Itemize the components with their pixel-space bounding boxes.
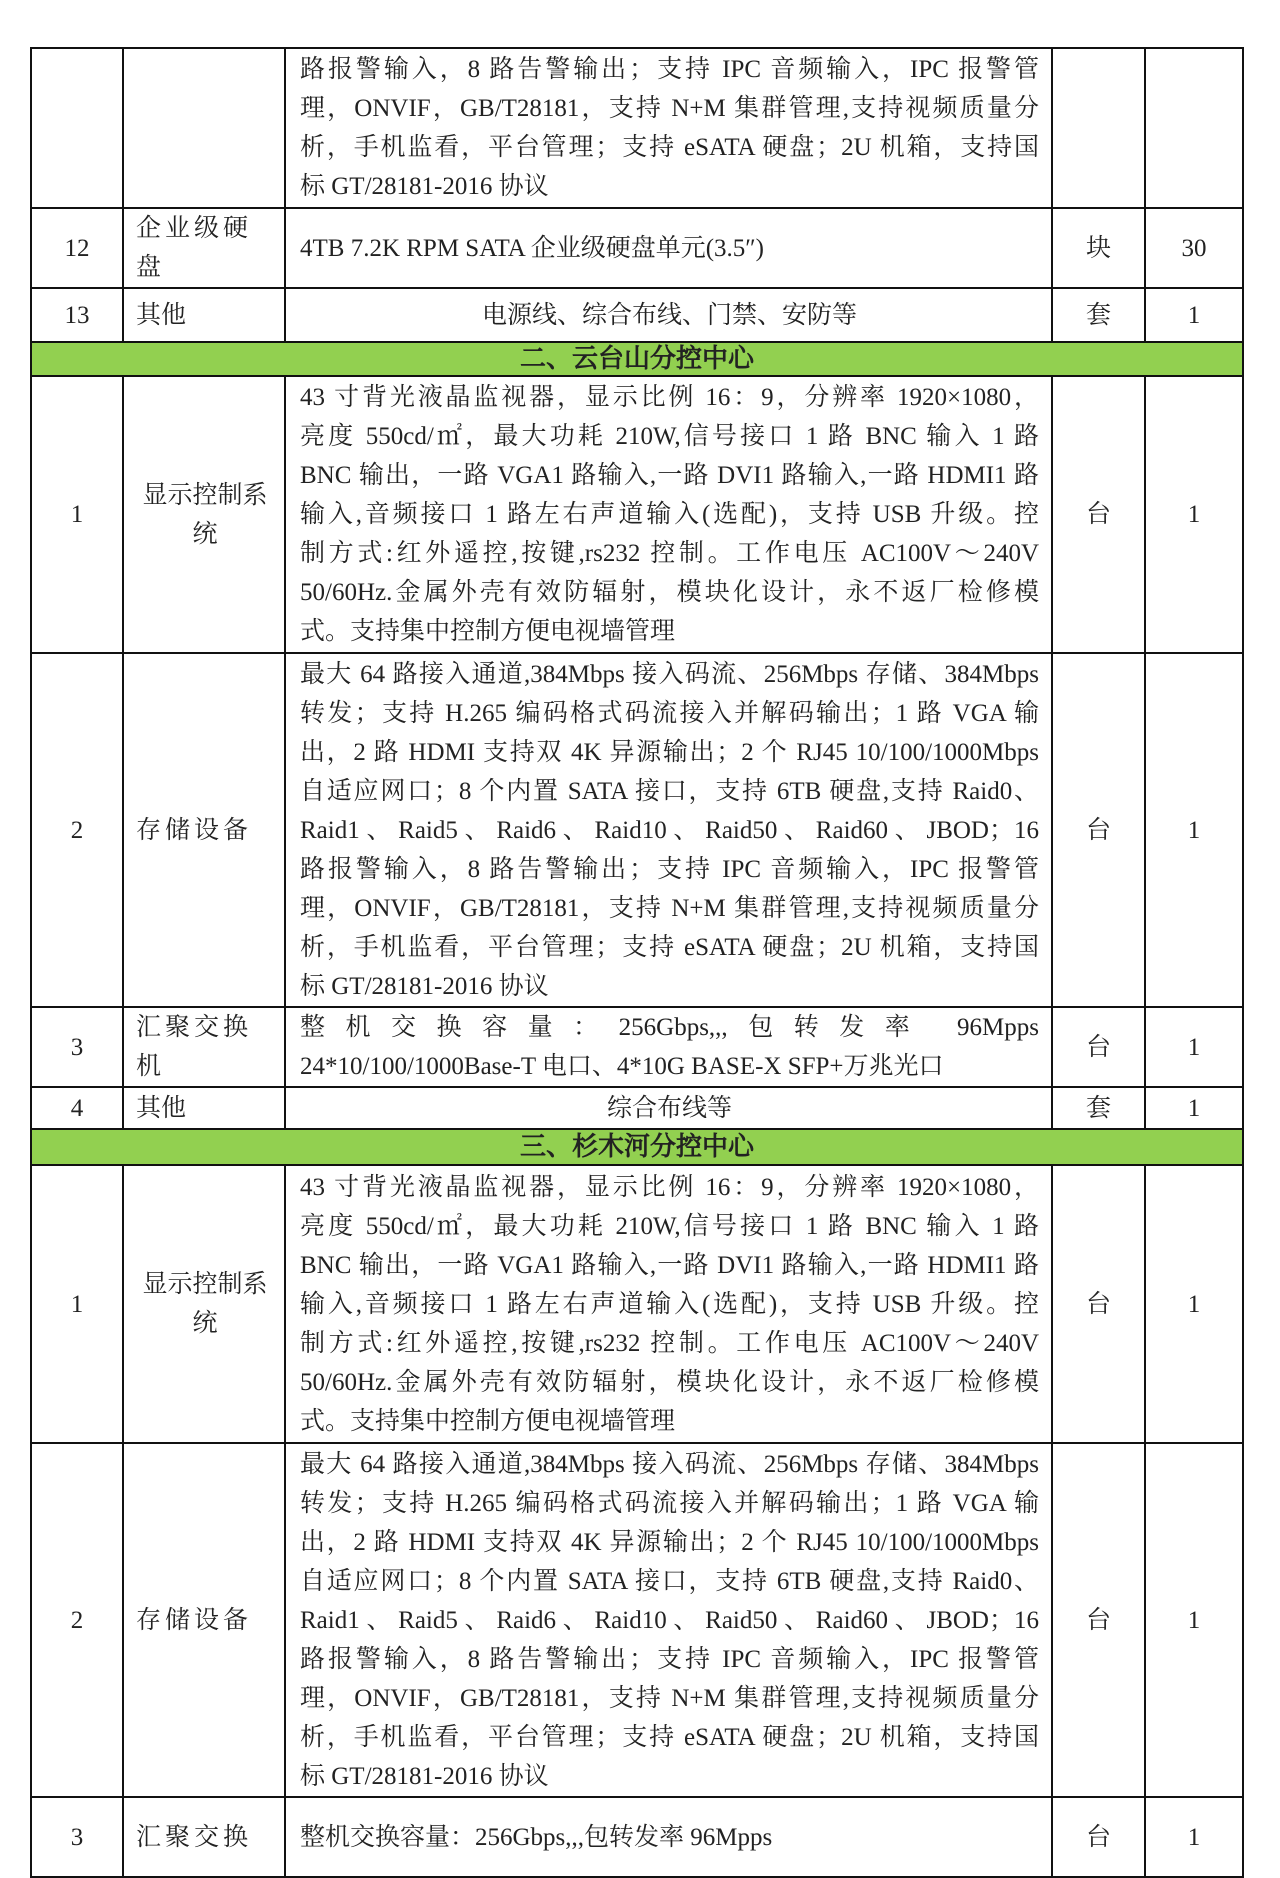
item-quantity: 1	[1145, 1797, 1243, 1877]
specification-line: 电源线、综合布线、门禁、安防等	[481, 301, 857, 329]
item-quantity: 1	[1145, 653, 1243, 1007]
table-row	[31, 1443, 1243, 1797]
item-specification	[285, 1087, 1052, 1129]
specification-line: 50/60Hz.金属外壳有效防辐射，模块化设计，永不返厂检修模	[300, 579, 1039, 606]
item-quantity: 1	[1145, 288, 1243, 342]
specification-line: 最大 64 路接入通道,384Mbps 接入码流、256Mbps 存储、384Mbps	[300, 660, 1039, 688]
specification-line: 50/60Hz.金属外壳有效防辐射，模块化设计，永不返厂检修模	[300, 1368, 1039, 1396]
specification-line: 析，手机监看，平台管理；支持 eSATA 硬盘；2U 机箱，支持国	[300, 1723, 1039, 1751]
item-number: 1	[31, 376, 123, 653]
specification-line: 转发；支持 H.265 编码格式码流接入并解码输出；1 路 VGA 输	[300, 1489, 1039, 1517]
specification-line: 自适应网口；8 个内置 SATA 接口，支持 6TB 硬盘,支持 Raid0、	[300, 777, 1039, 805]
item-number: 4	[31, 1087, 123, 1129]
item-name: 显示控制系统	[123, 376, 285, 653]
item-quantity: 1	[1145, 1165, 1243, 1443]
table-row	[31, 1165, 1243, 1443]
item-number	[31, 48, 123, 208]
specification-line: 亮度 550cd/㎡，最大功耗 210W,信号接口 1 路 BNC 输入 1 路	[300, 1212, 1039, 1240]
table-row	[31, 653, 1243, 1007]
item-number: 12	[31, 208, 123, 288]
specification-line: 输入,音频接口 1 路左右声道输入(选配)，支持 USB 升级。控	[300, 1290, 1039, 1318]
item-specification	[285, 1165, 1052, 1443]
specification-line: 式。支持集中控制方便电视墙管理	[300, 1407, 676, 1435]
specification-line: BNC 输出，一路 VGA1 路输入,一路 DVI1 路输入,一路 HDMI1 路	[300, 1251, 1039, 1279]
table-row	[31, 1007, 1243, 1087]
item-specification	[285, 1007, 1052, 1087]
item-number: 2	[31, 653, 123, 1007]
item-quantity: 1	[1145, 376, 1243, 653]
specification-line: 出，2 路 HDMI 支持双 4K 异源输出；2 个 RJ45 10/100/1000Mbps	[300, 1528, 1039, 1556]
specification-line: 析，手机监看，平台管理；支持 eSATA 硬盘；2U 机箱，支持国	[300, 134, 1039, 161]
item-name: 汇聚交换机	[123, 1007, 285, 1087]
item-number: 1	[31, 1165, 123, 1443]
item-unit: 套	[1052, 1087, 1145, 1129]
specification-line: 理，ONVIF，GB/T28181，支持 N+M 集群管理,支持视频质量分	[300, 1684, 1039, 1712]
specification-line: 亮度 550cd/㎡，最大功耗 210W,信号接口 1 路 BNC 输入 1 路	[300, 423, 1039, 450]
specification-line: 理，ONVIF，GB/T28181，支持 N+M 集群管理,支持视频质量分	[300, 894, 1039, 922]
item-number: 3	[31, 1797, 123, 1877]
specification-line: 路报警输入，8 路告警输出；支持 IPC 音频输入，IPC 报警管	[300, 1645, 1039, 1673]
specification-line: 路报警输入，8 路告警输出；支持 IPC 音频输入，IPC 报警管	[300, 56, 1039, 83]
specification-line: 转发；支持 H.265 编码格式码流接入并解码输出；1 路 VGA 输	[300, 699, 1039, 727]
specification-line: 24*10/100/1000Base-T 电口、4*10G BASE-X SFP+万兆光口	[300, 1053, 944, 1080]
item-quantity: 1	[1145, 1443, 1243, 1797]
specification-line: BNC 输出，一路 VGA1 路输入,一路 DVI1 路输入,一路 HDMI1 路	[300, 462, 1039, 489]
specification-line: 最大 64 路接入通道,384Mbps 接入码流、256Mbps 存储、384Mbps	[300, 1450, 1039, 1478]
specification-line: 43 寸背光液晶监视器，显示比例 16：9，分辨率 1920×1080，	[300, 384, 1039, 411]
section-header-row	[31, 342, 1243, 376]
specification-line: 输入,音频接口 1 路左右声道输入(选配)，支持 USB 升级。控	[300, 501, 1039, 528]
item-unit: 台	[1052, 376, 1145, 653]
equipment-table	[30, 47, 1244, 1878]
item-name: 企业级硬盘	[123, 208, 285, 288]
item-name: 显示控制系统	[123, 1165, 285, 1443]
item-specification	[285, 376, 1052, 653]
specification-line: 标 GT/28181-2016 协议	[300, 1762, 549, 1790]
specification-line: 理，ONVIF，GB/T28181，支持 N+M 集群管理,支持视频质量分	[300, 95, 1039, 122]
specification-line: 制方式:红外遥控,按键,rs232 控制。工作电压 AC100V～240V	[300, 540, 1039, 567]
table-row	[31, 376, 1243, 653]
item-name: 存储设备	[123, 653, 285, 1007]
specification-line: 出，2 路 HDMI 支持双 4K 异源输出；2 个 RJ45 10/100/1000Mbps	[300, 738, 1039, 766]
specification-line: Raid1、Raid5、Raid6、Raid10、Raid50、Raid60、JBOD；16	[300, 816, 1039, 844]
item-specification	[285, 208, 1052, 288]
specification-line: 制方式:红外遥控,按键,rs232 控制。工作电压 AC100V～240V	[300, 1329, 1039, 1357]
item-quantity: 1	[1145, 1007, 1243, 1087]
table-row	[31, 208, 1243, 288]
item-unit: 套	[1052, 288, 1145, 342]
item-name: 存储设备	[123, 1443, 285, 1797]
item-unit: 台	[1052, 1443, 1145, 1797]
item-quantity: 1	[1145, 1087, 1243, 1129]
item-name: 汇聚交换	[123, 1797, 285, 1877]
specification-line: 4TB 7.2K RPM SATA 企业级硬盘单元(3.5″)	[300, 234, 765, 262]
item-unit: 台	[1052, 653, 1145, 1007]
item-unit: 台	[1052, 1797, 1145, 1877]
item-unit: 块	[1052, 208, 1145, 288]
item-name: 其他	[123, 288, 285, 342]
item-specification	[285, 1443, 1052, 1797]
specification-line: 标 GT/28181-2016 协议	[300, 173, 549, 200]
specification-line: 整机交换容量：256Gbps,,,包转发率 96Mpps	[300, 1014, 1039, 1041]
table-row	[31, 1797, 1243, 1877]
specification-line: 自适应网口；8 个内置 SATA 接口，支持 6TB 硬盘,支持 Raid0、	[300, 1567, 1039, 1595]
section-header-row	[31, 1129, 1243, 1165]
specification-line: 式。支持集中控制方便电视墙管理	[300, 618, 676, 645]
item-quantity: 30	[1145, 208, 1243, 288]
item-unit: 台	[1052, 1007, 1145, 1087]
specification-line: 43 寸背光液晶监视器，显示比例 16：9，分辨率 1920×1080，	[300, 1173, 1039, 1201]
item-specification	[285, 653, 1052, 1007]
table-row	[31, 48, 1243, 208]
table-row	[31, 288, 1243, 342]
table-row	[31, 1087, 1243, 1129]
item-name: 其他	[123, 1087, 285, 1129]
section-title: 三、杉木河分控中心	[31, 1129, 1243, 1165]
item-specification	[285, 48, 1052, 208]
item-number: 2	[31, 1443, 123, 1797]
item-number: 13	[31, 288, 123, 342]
specification-line: 路报警输入，8 路告警输出；支持 IPC 音频输入，IPC 报警管	[300, 855, 1039, 883]
specification-line: 综合布线等	[606, 1094, 732, 1122]
item-name	[123, 48, 285, 208]
item-specification	[285, 1797, 1052, 1877]
item-unit	[1052, 48, 1145, 208]
specification-line: 标 GT/28181-2016 协议	[300, 972, 549, 1000]
specification-line: Raid1、Raid5、Raid6、Raid10、Raid50、Raid60、JBOD；16	[300, 1606, 1039, 1634]
item-unit: 台	[1052, 1165, 1145, 1443]
item-quantity	[1145, 48, 1243, 208]
specification-line: 析，手机监看，平台管理；支持 eSATA 硬盘；2U 机箱，支持国	[300, 933, 1039, 961]
section-title: 二、云台山分控中心	[31, 342, 1243, 376]
specification-line: 整机交换容量：256Gbps,,,包转发率 96Mpps	[300, 1823, 773, 1851]
item-specification	[285, 288, 1052, 342]
item-number: 3	[31, 1007, 123, 1087]
